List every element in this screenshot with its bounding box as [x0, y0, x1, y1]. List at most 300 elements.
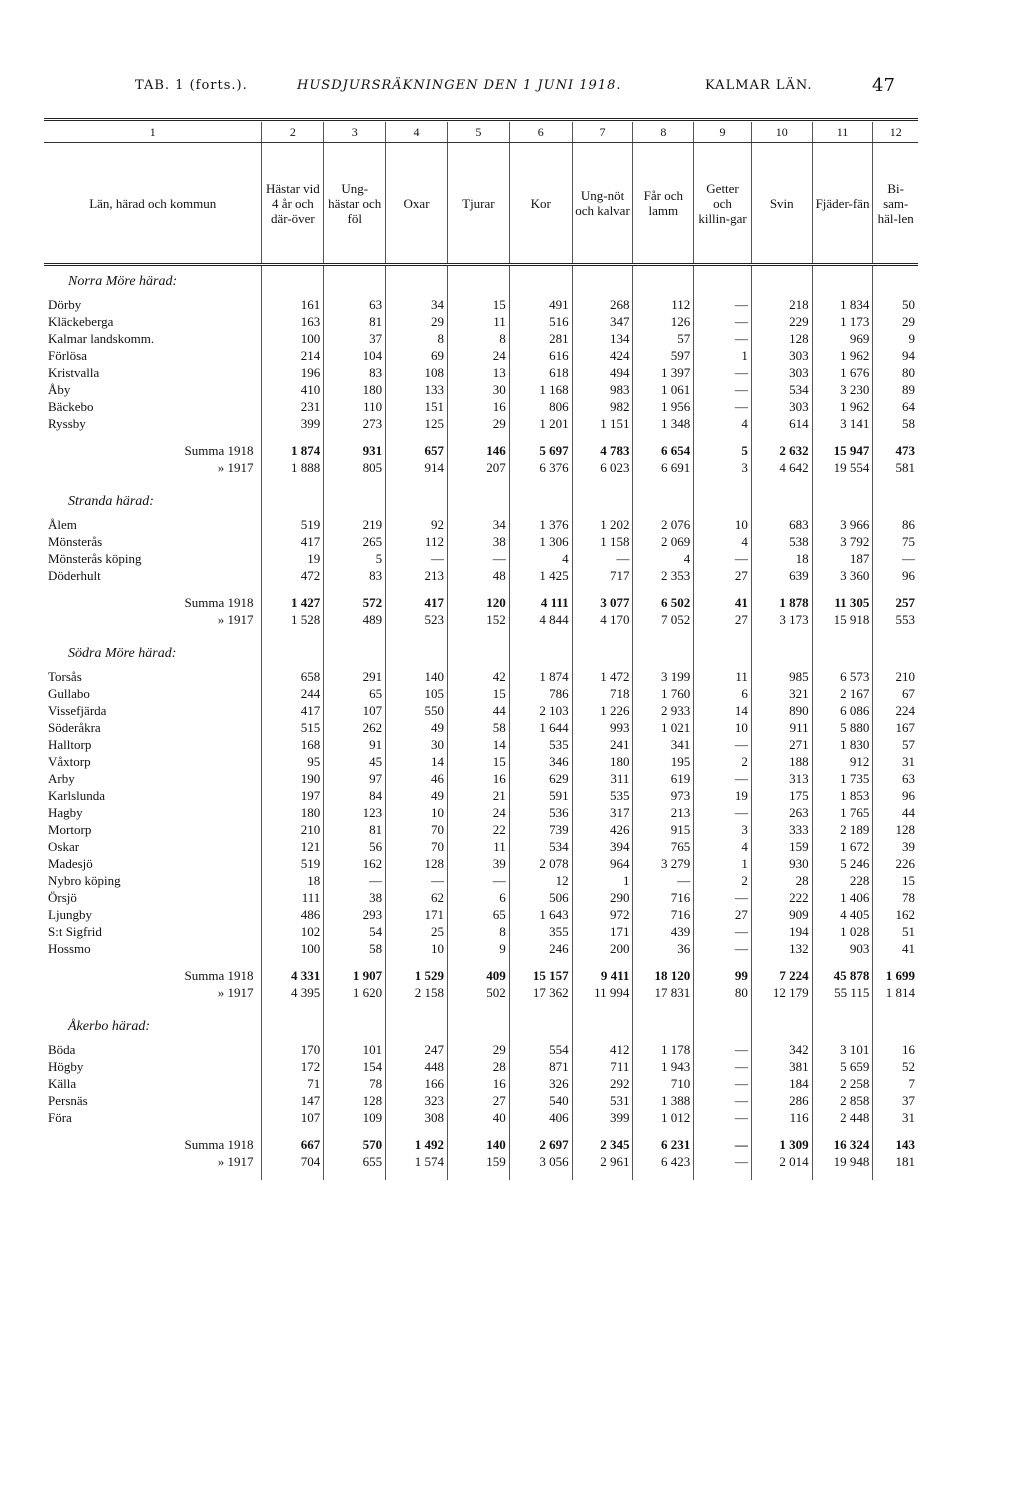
- table-cell: 4 405: [812, 906, 873, 923]
- column-header: Län, härad och kommun: [44, 143, 262, 265]
- table-cell: 184: [751, 1075, 812, 1092]
- table-cell: 29: [447, 415, 509, 432]
- table-cell: 1 644: [509, 719, 572, 736]
- table-cell: 3 101: [812, 1041, 873, 1058]
- table-cell: 426: [572, 821, 633, 838]
- table-cell: 572: [324, 594, 386, 611]
- table-cell: 4 111: [509, 594, 572, 611]
- table-cell: 406: [509, 1109, 572, 1126]
- table-cell: 147: [262, 1092, 324, 1109]
- table-cell: 1 830: [812, 736, 873, 753]
- table-cell: 92: [386, 516, 448, 533]
- column-number: 2: [262, 122, 324, 143]
- table-cell: 152: [447, 611, 509, 628]
- table-cell: 3 792: [812, 533, 873, 550]
- table-cell: 257: [895, 595, 915, 610]
- table-row: [44, 906, 918, 923]
- table-cell: 313: [751, 770, 812, 787]
- table-cell: 1 853: [812, 787, 873, 804]
- table-cell: 4 844: [509, 611, 572, 628]
- row-label: Summa 1918: [44, 594, 262, 611]
- table-row: [44, 1075, 918, 1092]
- column-header: Oxar: [386, 143, 448, 265]
- table-cell: 67: [902, 686, 915, 701]
- table-cell: 96: [902, 788, 915, 803]
- section-heading-row: [44, 1011, 918, 1041]
- table-row: [44, 872, 918, 889]
- table-cell: 1 888: [262, 459, 324, 476]
- row-label: Halltorp: [44, 736, 262, 753]
- table-cell: 41: [694, 594, 752, 611]
- table-cell: —: [694, 296, 752, 313]
- row-label: Kläckeberga: [44, 313, 262, 330]
- table-cell: 506: [509, 889, 572, 906]
- table-cell: 1 178: [633, 1041, 694, 1058]
- table-cell: 1 528: [262, 611, 324, 628]
- table-cell: 218: [751, 296, 812, 313]
- spacer-row: [44, 1001, 918, 1011]
- sum-1918-row: [44, 442, 918, 459]
- table-cell: 6 423: [633, 1153, 694, 1170]
- table-cell: 355: [509, 923, 572, 940]
- table-cell: —: [694, 364, 752, 381]
- table-cell: 486: [262, 906, 324, 923]
- table-cell: 50: [902, 297, 915, 312]
- table-cell: 323: [386, 1092, 448, 1109]
- table-cell: 181: [895, 1154, 915, 1169]
- table-cell: —: [694, 1153, 752, 1170]
- table-cell: 5 246: [812, 855, 873, 872]
- table-cell: 172: [262, 1058, 324, 1075]
- row-label: Hossmo: [44, 940, 262, 957]
- table-cell: 162: [895, 907, 915, 922]
- table-cell: 8: [447, 330, 509, 347]
- table-cell: 1 735: [812, 770, 873, 787]
- table-cell: 964: [572, 855, 633, 872]
- table-cell: 175: [751, 787, 812, 804]
- table-cell: 39: [902, 839, 915, 854]
- table-cell: 22: [447, 821, 509, 838]
- column-number: 6: [509, 122, 572, 143]
- table-cell: 519: [262, 516, 324, 533]
- table-cell: 6 376: [509, 459, 572, 476]
- table-cell: 1 226: [572, 702, 633, 719]
- table-cell: 21: [447, 787, 509, 804]
- table-cell: 134: [572, 330, 633, 347]
- table-cell: 1 699: [885, 968, 915, 983]
- column-number: 12: [873, 122, 918, 143]
- table-cell: 222: [751, 889, 812, 906]
- row-label: Åby: [44, 381, 262, 398]
- table-cell: 2 345: [572, 1136, 633, 1153]
- sum-1918-row: [44, 1136, 918, 1153]
- table-row: [44, 685, 918, 702]
- table-cell: 3: [694, 821, 752, 838]
- table-cell: 409: [447, 967, 509, 984]
- table-cell: 3 966: [812, 516, 873, 533]
- row-label: Madesjö: [44, 855, 262, 872]
- table-cell: 1 943: [633, 1058, 694, 1075]
- table-cell: 128: [751, 330, 812, 347]
- table-cell: 197: [262, 787, 324, 804]
- table-cell: 27: [694, 906, 752, 923]
- table-cell: 83: [324, 364, 386, 381]
- table-cell: 19 948: [812, 1153, 873, 1170]
- table-cell: 65: [324, 685, 386, 702]
- table-cell: 439: [633, 923, 694, 940]
- table-cell: 170: [262, 1041, 324, 1058]
- section-heading: Stranda härad:: [44, 486, 262, 516]
- table-cell: 1: [694, 347, 752, 364]
- top-rule: [44, 118, 918, 121]
- table-cell: 1 173: [812, 313, 873, 330]
- table-cell: 210: [262, 821, 324, 838]
- table-cell: 180: [262, 804, 324, 821]
- table-cell: 11: [694, 668, 752, 685]
- table-cell: 15: [447, 685, 509, 702]
- table-cell: 27: [694, 567, 752, 584]
- table-cell: 523: [386, 611, 448, 628]
- table-row: [44, 516, 918, 533]
- table-cell: 70: [386, 821, 448, 838]
- table-cell: 58: [324, 940, 386, 957]
- table-cell: 38: [447, 533, 509, 550]
- table-cell: 639: [751, 567, 812, 584]
- table-cell: 112: [386, 533, 448, 550]
- table-cell: 424: [572, 347, 633, 364]
- table-cell: 81: [324, 313, 386, 330]
- table-cell: 399: [572, 1109, 633, 1126]
- table-cell: 6 023: [572, 459, 633, 476]
- table-cell: 57: [633, 330, 694, 347]
- row-label: Döderhult: [44, 567, 262, 584]
- column-number: 11: [812, 122, 873, 143]
- table-cell: 5 659: [812, 1058, 873, 1075]
- table-cell: 1: [694, 855, 752, 872]
- table-cell: 13: [447, 364, 509, 381]
- table-cell: 2 076: [633, 516, 694, 533]
- spacer-row: [44, 1170, 918, 1180]
- table-cell: 616: [509, 347, 572, 364]
- table-cell: 140: [386, 668, 448, 685]
- table-cell: 540: [509, 1092, 572, 1109]
- column-number: 5: [447, 122, 509, 143]
- table-cell: 110: [324, 398, 386, 415]
- table-cell: 167: [895, 720, 915, 735]
- table-cell: 102: [262, 923, 324, 940]
- table-cell: 219: [324, 516, 386, 533]
- row-label: Förlösa: [44, 347, 262, 364]
- table-cell: 133: [386, 381, 448, 398]
- table-cell: 535: [509, 736, 572, 753]
- table-row: [44, 415, 918, 432]
- table-cell: 417: [386, 594, 448, 611]
- table-row: [44, 770, 918, 787]
- table-cell: 326: [509, 1075, 572, 1092]
- table-cell: 1 376: [509, 516, 572, 533]
- table-cell: 491: [509, 296, 572, 313]
- table-cell: 4 395: [262, 984, 324, 1001]
- table-cell: 2 189: [812, 821, 873, 838]
- table-cell: 6 231: [633, 1136, 694, 1153]
- table-cell: 62: [386, 889, 448, 906]
- table-cell: 8: [447, 923, 509, 940]
- table-cell: 104: [324, 347, 386, 364]
- table-cell: 1 158: [572, 533, 633, 550]
- table-cell: 3 199: [633, 668, 694, 685]
- table-cell: 1 028: [812, 923, 873, 940]
- table-cell: 308: [386, 1109, 448, 1126]
- table-cell: 228: [812, 872, 873, 889]
- table-cell: 36: [633, 940, 694, 957]
- table-cell: 1 427: [262, 594, 324, 611]
- table-cell: 42: [447, 668, 509, 685]
- section-heading: Södra Möre härad:: [44, 638, 262, 668]
- table-cell: 704: [262, 1153, 324, 1170]
- table-cell: 96: [902, 568, 915, 583]
- table-cell: —: [324, 872, 386, 889]
- table-cell: 31: [902, 754, 915, 769]
- row-label: Gullabo: [44, 685, 262, 702]
- table-cell: 15 947: [812, 442, 873, 459]
- table-cell: 303: [751, 347, 812, 364]
- table-cell: 70: [386, 838, 448, 855]
- table-cell: 15: [447, 753, 509, 770]
- column-number: 4: [386, 122, 448, 143]
- table-cell: 1 151: [572, 415, 633, 432]
- table-cell: —: [694, 1058, 752, 1075]
- table-cell: 1 574: [386, 1153, 448, 1170]
- table-cell: 224: [895, 703, 915, 718]
- table-row: [44, 330, 918, 347]
- table-cell: 3 360: [812, 567, 873, 584]
- row-label: Summa 1918: [44, 442, 262, 459]
- table-cell: 2 258: [812, 1075, 873, 1092]
- table-cell: 65: [447, 906, 509, 923]
- table-cell: 4: [694, 415, 752, 432]
- table-cell: 399: [262, 415, 324, 432]
- table-cell: —: [694, 770, 752, 787]
- table-cell: —: [694, 381, 752, 398]
- table-cell: 554: [509, 1041, 572, 1058]
- table-cell: 291: [324, 668, 386, 685]
- sum-1917-row: [44, 984, 918, 1001]
- table-cell: 29: [902, 314, 915, 329]
- table-row: [44, 296, 918, 313]
- table-cell: 871: [509, 1058, 572, 1075]
- spacer-row: [44, 584, 918, 594]
- table-cell: 1 021: [633, 719, 694, 736]
- table-cell: 6: [447, 889, 509, 906]
- table-cell: 333: [751, 821, 812, 838]
- table-cell: —: [694, 1041, 752, 1058]
- table-cell: 78: [324, 1075, 386, 1092]
- table-cell: 19: [694, 787, 752, 804]
- table-cell: 655: [324, 1153, 386, 1170]
- row-label: Söderåkra: [44, 719, 262, 736]
- section-heading: Norra Möre härad:: [44, 265, 262, 297]
- table-cell: 494: [572, 364, 633, 381]
- table-cell: 120: [447, 594, 509, 611]
- table-cell: 34: [386, 296, 448, 313]
- table-cell: 1 620: [324, 984, 386, 1001]
- table-row: [44, 313, 918, 330]
- table-cell: 3 279: [633, 855, 694, 872]
- table-cell: 188: [751, 753, 812, 770]
- table-cell: 18: [262, 872, 324, 889]
- table-cell: 914: [386, 459, 448, 476]
- table-cell: 17 362: [509, 984, 572, 1001]
- table-cell: 342: [751, 1041, 812, 1058]
- table-cell: 107: [324, 702, 386, 719]
- table-cell: 1 406: [812, 889, 873, 906]
- table-cell: 1 760: [633, 685, 694, 702]
- table-cell: 2 014: [751, 1153, 812, 1170]
- table-cell: 1 061: [633, 381, 694, 398]
- column-number-row: [44, 122, 918, 143]
- table-cell: 105: [386, 685, 448, 702]
- table-cell: 4: [509, 550, 572, 567]
- table-cell: 58: [902, 416, 915, 431]
- column-header: Fjäder-fän: [812, 143, 873, 265]
- table-cell: 95: [262, 753, 324, 770]
- table-cell: —: [694, 889, 752, 906]
- column-header: Ung-nöt och kalvar: [572, 143, 633, 265]
- column-header: Getter och killin-gar: [694, 143, 752, 265]
- table-cell: 2 167: [812, 685, 873, 702]
- table-cell: 99: [694, 967, 752, 984]
- table-cell: 489: [324, 611, 386, 628]
- table-cell: 3 230: [812, 381, 873, 398]
- table-cell: 2 961: [572, 1153, 633, 1170]
- table-row: [44, 381, 918, 398]
- table-cell: 7 224: [751, 967, 812, 984]
- table-cell: 63: [324, 296, 386, 313]
- table-cell: —: [902, 551, 915, 566]
- row-label: Nybro köping: [44, 872, 262, 889]
- table-cell: 213: [633, 804, 694, 821]
- table-row: [44, 821, 918, 838]
- section-heading-row: [44, 486, 918, 516]
- table-cell: 536: [509, 804, 572, 821]
- table-row: [44, 668, 918, 685]
- row-label: Karlslunda: [44, 787, 262, 804]
- table-cell: 63: [902, 771, 915, 786]
- table-cell: 161: [262, 296, 324, 313]
- table-cell: 890: [751, 702, 812, 719]
- table-cell: 10: [694, 719, 752, 736]
- table-cell: 911: [751, 719, 812, 736]
- table-cell: 1 529: [386, 967, 448, 984]
- table-cell: 1 676: [812, 364, 873, 381]
- table-label: TAB. 1 (forts.).: [135, 78, 248, 93]
- table-cell: 982: [572, 398, 633, 415]
- table-cell: 4 170: [572, 611, 633, 628]
- column-number: 8: [633, 122, 694, 143]
- table-row: [44, 1041, 918, 1058]
- table-cell: 1 962: [812, 398, 873, 415]
- table-cell: 765: [633, 838, 694, 855]
- table-cell: —: [694, 1075, 752, 1092]
- table-cell: 226: [895, 856, 915, 871]
- sum-1918-row: [44, 967, 918, 984]
- table-cell: 412: [572, 1041, 633, 1058]
- column-header: Ung-hästar och föl: [324, 143, 386, 265]
- row-label: » 1917: [44, 611, 262, 628]
- table-cell: 718: [572, 685, 633, 702]
- table-cell: 1 814: [885, 985, 915, 1000]
- table-cell: 81: [324, 821, 386, 838]
- table-cell: 597: [633, 347, 694, 364]
- table-cell: 27: [447, 1092, 509, 1109]
- section-heading: Åkerbo härad:: [44, 1011, 262, 1041]
- row-label: Ryssby: [44, 415, 262, 432]
- table-cell: 535: [572, 787, 633, 804]
- table-cell: —: [694, 1136, 752, 1153]
- table-cell: 683: [751, 516, 812, 533]
- table-cell: 1 388: [633, 1092, 694, 1109]
- row-label: Hagby: [44, 804, 262, 821]
- column-header: Svin: [751, 143, 812, 265]
- table-cell: —: [694, 550, 752, 567]
- table-cell: 1 834: [812, 296, 873, 313]
- table-cell: 39: [447, 855, 509, 872]
- table-cell: 25: [386, 923, 448, 940]
- table-cell: 6 654: [633, 442, 694, 459]
- table-cell: 347: [572, 313, 633, 330]
- table-cell: 292: [572, 1075, 633, 1092]
- table-cell: 27: [694, 611, 752, 628]
- table-cell: 6 086: [812, 702, 873, 719]
- table-cell: 231: [262, 398, 324, 415]
- table-cell: 11 305: [812, 594, 873, 611]
- table-cell: 10: [386, 940, 448, 957]
- table-cell: 10: [694, 516, 752, 533]
- table-cell: 190: [262, 770, 324, 787]
- table-cell: 126: [633, 313, 694, 330]
- table-cell: 716: [633, 906, 694, 923]
- table-cell: 132: [751, 940, 812, 957]
- column-number: 10: [751, 122, 812, 143]
- table-cell: 7 052: [633, 611, 694, 628]
- table-cell: 31: [902, 1110, 915, 1125]
- table-cell: 912: [812, 753, 873, 770]
- row-label: Ålem: [44, 516, 262, 533]
- row-label: Summa 1918: [44, 1136, 262, 1153]
- table-cell: 263: [751, 804, 812, 821]
- table-cell: 84: [324, 787, 386, 804]
- row-label: Vissefjärda: [44, 702, 262, 719]
- table-cell: 180: [324, 381, 386, 398]
- table-cell: 107: [262, 1109, 324, 1126]
- table-cell: —: [694, 940, 752, 957]
- table-cell: 80: [902, 365, 915, 380]
- table-cell: 241: [572, 736, 633, 753]
- column-number: 1: [44, 122, 262, 143]
- row-label: Torsås: [44, 668, 262, 685]
- table-cell: 30: [447, 381, 509, 398]
- table-cell: 9: [447, 940, 509, 957]
- row-label: Oskar: [44, 838, 262, 855]
- table-cell: 5: [694, 442, 752, 459]
- table-cell: 94: [902, 348, 915, 363]
- table-cell: 11: [447, 313, 509, 330]
- table-cell: 24: [447, 347, 509, 364]
- spacer-row: [44, 432, 918, 442]
- row-label: Källa: [44, 1075, 262, 1092]
- table-cell: 49: [386, 787, 448, 804]
- sum-1917-row: [44, 611, 918, 628]
